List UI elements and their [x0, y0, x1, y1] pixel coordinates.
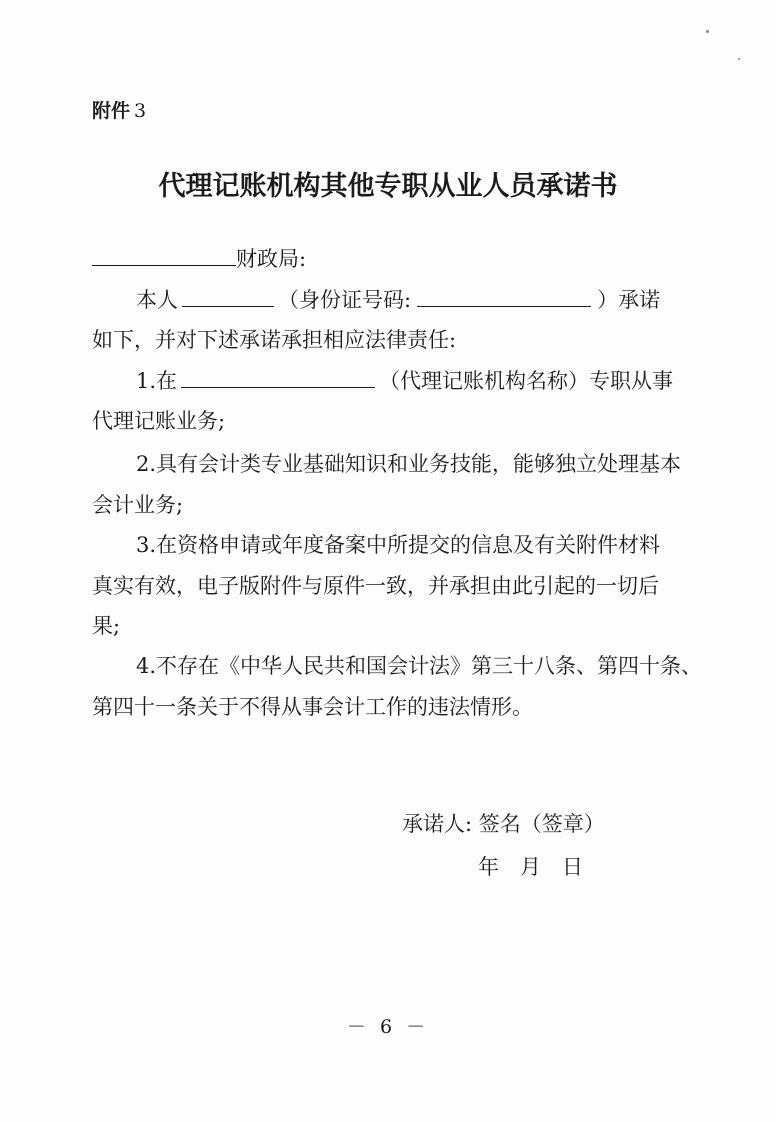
intro-part3: ）承诺 — [597, 288, 661, 312]
finance-bureau-blank — [92, 243, 236, 266]
addressee-suffix: 财政局: — [236, 247, 307, 271]
page-number: － 6 － — [346, 1016, 430, 1038]
item-4-line-1: 4.不存在《中华人民共和国会计法》第三十八条、第四十条、 — [136, 654, 703, 678]
intro-part2: （身份证号码: — [278, 288, 412, 312]
item-4-line-2: 第四十一条关于不得从事会计工作的违法情形。 — [92, 695, 533, 719]
item-1-suffix: （代理记账机构名称）专职从事 — [379, 369, 674, 393]
name-blank — [182, 284, 274, 307]
attachment-label-text: 附件 — [92, 100, 131, 122]
item-2-line-1: 2.具有会计类专业基础知识和业务技能，能够独立处理基本 — [136, 452, 682, 476]
signature-date: 年 月 日 — [478, 855, 583, 879]
item-1-prefix: 1.在 — [136, 369, 178, 393]
item-2-line-2: 会计业务; — [92, 493, 184, 517]
item-1-line-1 — [136, 365, 673, 396]
scan-speck — [738, 58, 740, 60]
intro-part1: 本人 — [136, 288, 178, 312]
item-3-line-2: 真实有效，电子版附件与原件一致，并承担由此引起的一切后 — [92, 574, 659, 598]
page-title: 代理记账机构其他专职从业人员承诺书 — [158, 171, 618, 202]
intro-line-2: 如下，并对下述承诺承担相应法律责任: — [92, 328, 457, 352]
signature-label: 承诺人: 签名（签章） — [402, 812, 605, 836]
id-number-blank — [417, 284, 591, 307]
agency-name-blank — [181, 365, 375, 388]
attachment-label — [92, 96, 146, 123]
item-1-line-2: 代理记账业务; — [92, 409, 226, 433]
scan-speck — [706, 30, 709, 33]
intro-line-1 — [136, 284, 660, 315]
addressee-line — [92, 243, 306, 274]
attachment-number: 3 — [134, 100, 147, 122]
item-3-line-1: 3.在资格申请或年度备案中所提交的信息及有关附件材料 — [136, 533, 661, 557]
item-3-line-3: 果; — [92, 614, 121, 638]
